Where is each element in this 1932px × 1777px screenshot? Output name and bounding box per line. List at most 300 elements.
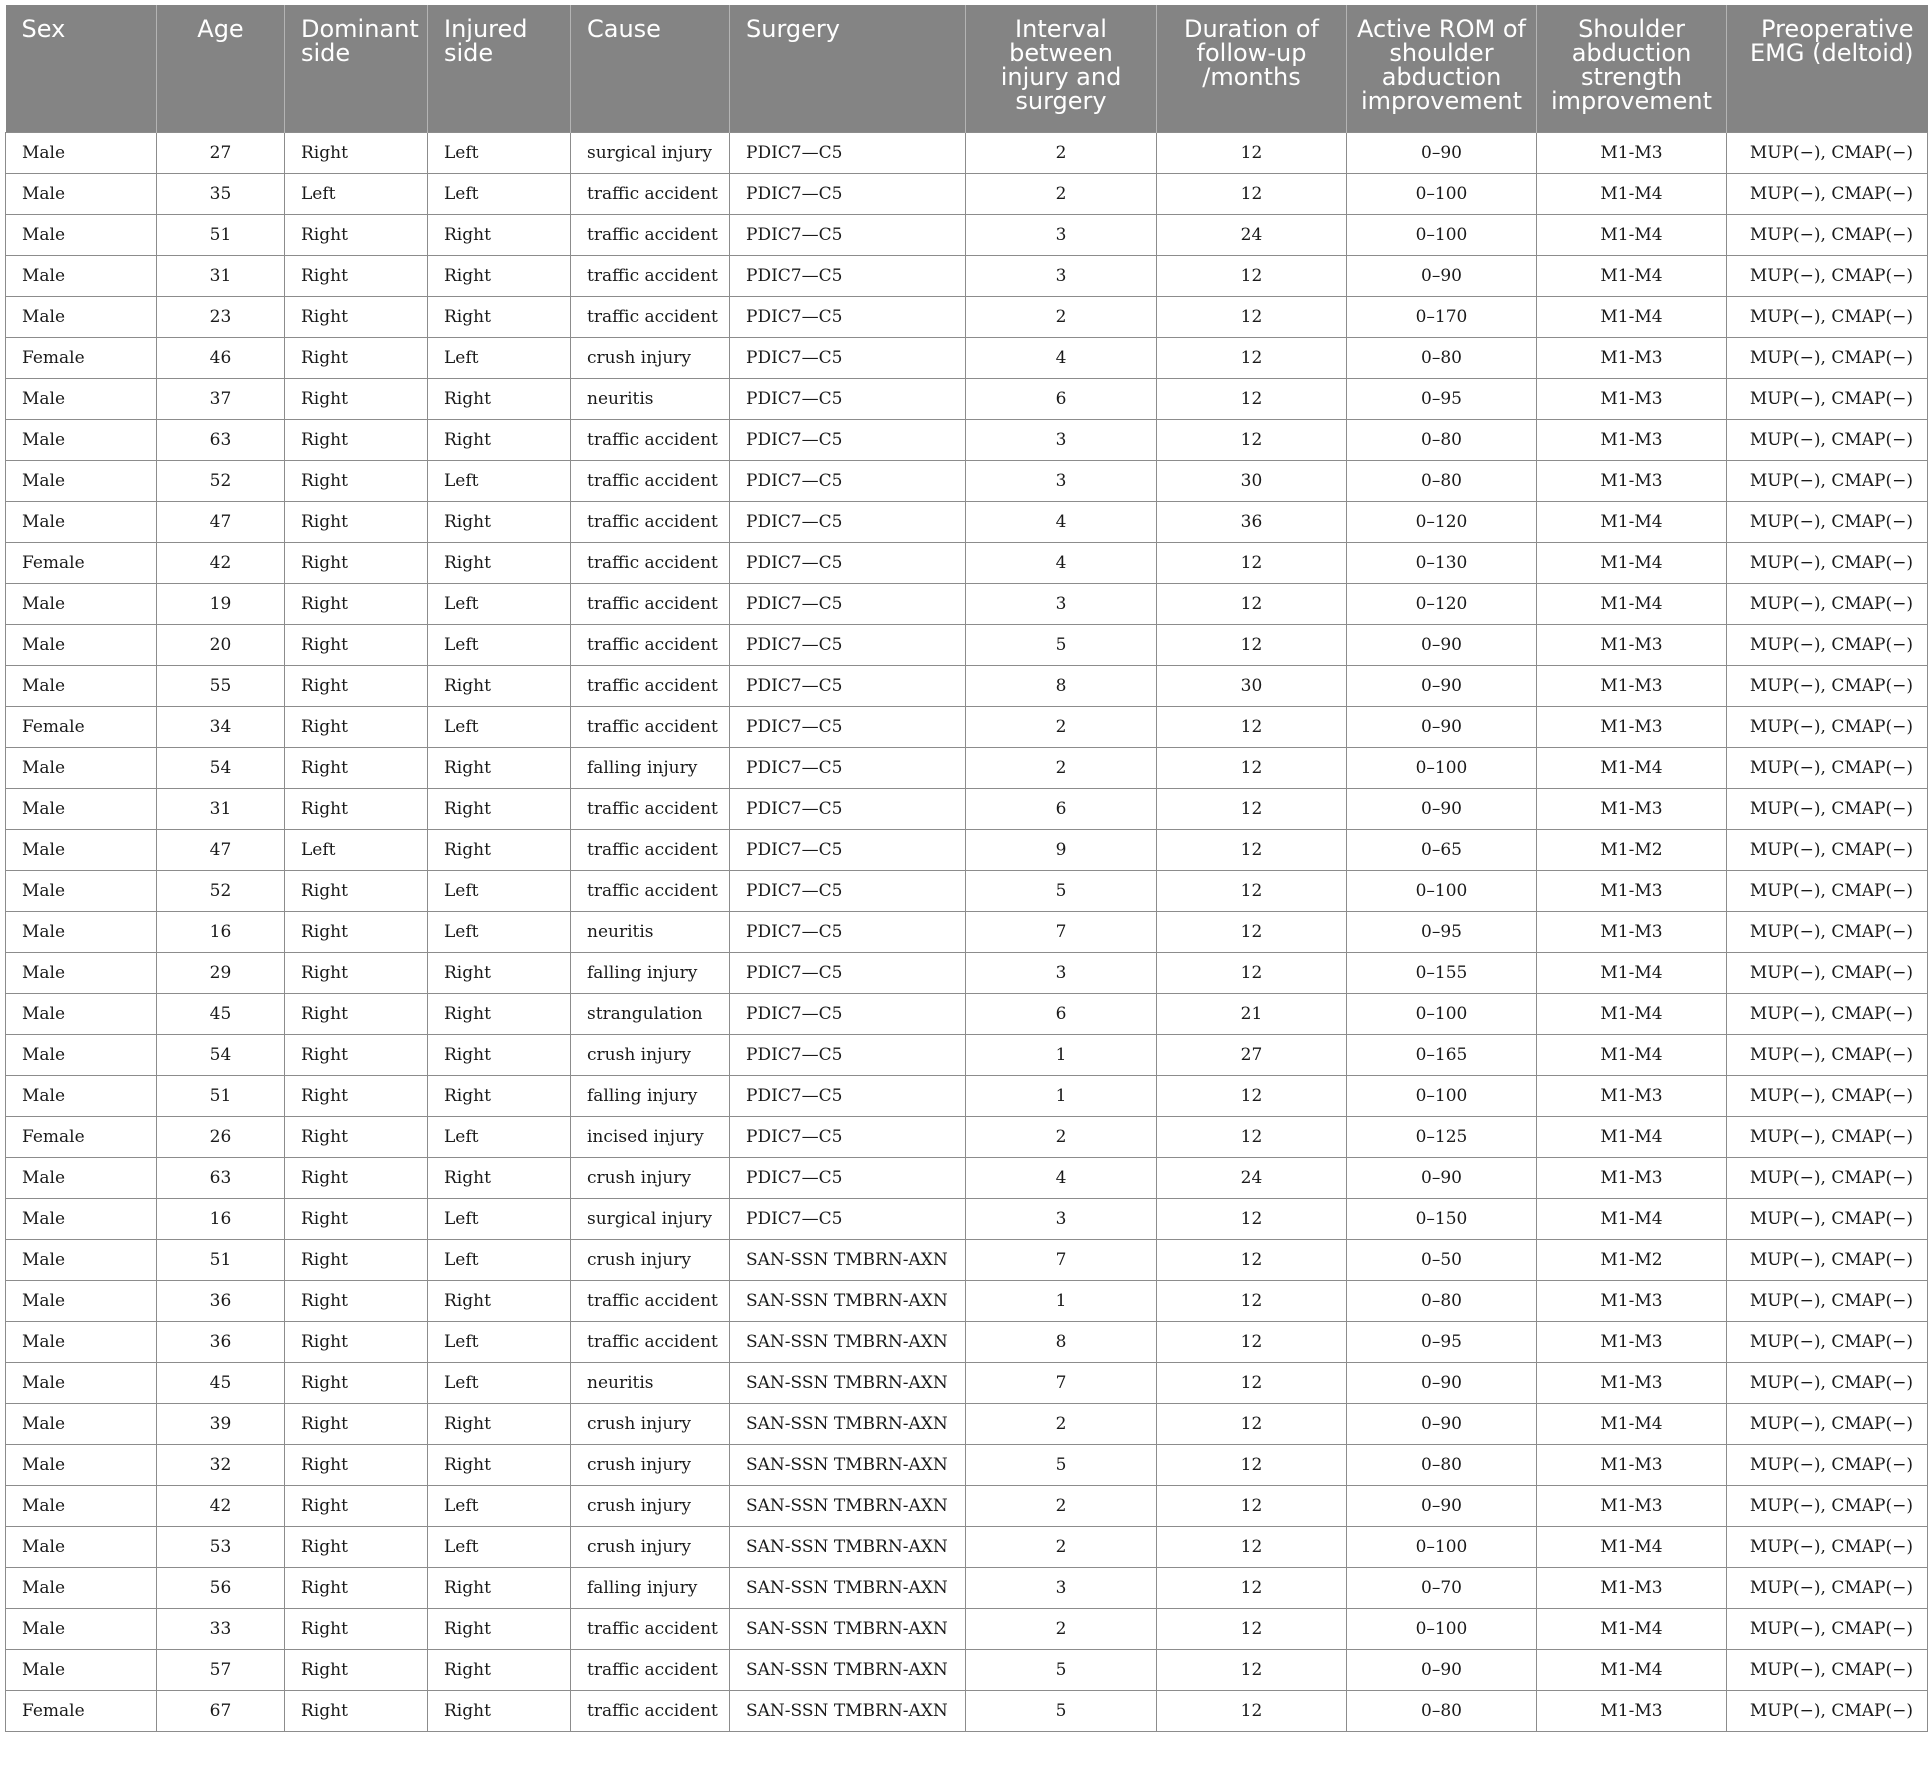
cell-dominant-side: Right	[285, 133, 428, 174]
cell-dominant-side: Right	[285, 1445, 428, 1486]
cell-strength: M1-M3	[1537, 871, 1727, 912]
cell-dominant-side: Right	[285, 666, 428, 707]
cell-sex: Male	[6, 174, 157, 215]
cell-follow-up: 12	[1157, 338, 1347, 379]
cell-follow-up: 12	[1157, 1691, 1347, 1732]
header-surgery: Surgery	[730, 5, 966, 133]
header-cause: Cause	[571, 5, 730, 133]
cell-cause: traffic accident	[571, 707, 730, 748]
cell-follow-up: 12	[1157, 1404, 1347, 1445]
header-dominant-side: Dominant side	[285, 5, 428, 133]
cell-cause: falling injury	[571, 1076, 730, 1117]
cell-surgery: PDIC7—C5	[730, 707, 966, 748]
cell-dominant-side: Right	[285, 789, 428, 830]
cell-emg: MUP(−), CMAP(−)	[1727, 1609, 1928, 1650]
cell-active-rom: 0–90	[1347, 666, 1537, 707]
cell-follow-up: 30	[1157, 666, 1347, 707]
cell-surgery: SAN-SSN TMBRN-AXN	[730, 1404, 966, 1445]
cell-emg: MUP(−), CMAP(−)	[1727, 912, 1928, 953]
cell-age: 53	[157, 1527, 285, 1568]
table-row	[6, 1650, 1928, 1691]
cell-strength: M1-M4	[1537, 1404, 1727, 1445]
cell-cause: traffic accident	[571, 1691, 730, 1732]
cell-interval: 7	[966, 912, 1157, 953]
cell-cause: traffic accident	[571, 256, 730, 297]
cell-strength: M1-M4	[1537, 543, 1727, 584]
cell-follow-up: 24	[1157, 1158, 1347, 1199]
table-row	[6, 953, 1928, 994]
cell-sex: Male	[6, 420, 157, 461]
cell-emg: MUP(−), CMAP(−)	[1727, 543, 1928, 584]
cell-cause: crush injury	[571, 1035, 730, 1076]
cell-strength: M1-M3	[1537, 625, 1727, 666]
cell-emg: MUP(−), CMAP(−)	[1727, 1691, 1928, 1732]
cell-sex: Male	[6, 625, 157, 666]
cell-sex: Male	[6, 994, 157, 1035]
cell-surgery: PDIC7—C5	[730, 748, 966, 789]
cell-active-rom: 0–90	[1347, 1650, 1537, 1691]
cell-sex: Female	[6, 707, 157, 748]
cell-follow-up: 12	[1157, 1117, 1347, 1158]
cell-dominant-side: Right	[285, 1199, 428, 1240]
cell-follow-up: 12	[1157, 420, 1347, 461]
cell-strength: M1-M3	[1537, 1691, 1727, 1732]
table-row	[6, 1527, 1928, 1568]
cell-interval: 3	[966, 584, 1157, 625]
cell-injured-side: Right	[428, 1609, 571, 1650]
cell-emg: MUP(−), CMAP(−)	[1727, 1486, 1928, 1527]
cell-sex: Male	[6, 1199, 157, 1240]
cell-emg: MUP(−), CMAP(−)	[1727, 1568, 1928, 1609]
cell-emg: MUP(−), CMAP(−)	[1727, 994, 1928, 1035]
cell-sex: Male	[6, 1076, 157, 1117]
cell-sex: Male	[6, 1527, 157, 1568]
cell-injured-side: Left	[428, 584, 571, 625]
cell-active-rom: 0–80	[1347, 1445, 1537, 1486]
cell-age: 16	[157, 912, 285, 953]
cell-dominant-side: Right	[285, 1404, 428, 1445]
cell-cause: traffic accident	[571, 1609, 730, 1650]
cell-interval: 2	[966, 1609, 1157, 1650]
cell-follow-up: 36	[1157, 502, 1347, 543]
cell-cause: crush injury	[571, 1486, 730, 1527]
cell-interval: 1	[966, 1035, 1157, 1076]
cell-follow-up: 12	[1157, 789, 1347, 830]
cell-surgery: PDIC7—C5	[730, 379, 966, 420]
cell-active-rom: 0–100	[1347, 1076, 1537, 1117]
cell-follow-up: 12	[1157, 1527, 1347, 1568]
cell-active-rom: 0–90	[1347, 707, 1537, 748]
table-row	[6, 1445, 1928, 1486]
cell-injured-side: Left	[428, 133, 571, 174]
cell-surgery: PDIC7—C5	[730, 215, 966, 256]
header-strength: Shoulder abduction strength improvement	[1537, 5, 1727, 133]
cell-follow-up: 12	[1157, 1609, 1347, 1650]
cell-dominant-side: Right	[285, 338, 428, 379]
header-sex: Sex	[6, 5, 157, 133]
cell-surgery: PDIC7—C5	[730, 666, 966, 707]
cell-sex: Male	[6, 215, 157, 256]
cell-surgery: SAN-SSN TMBRN-AXN	[730, 1650, 966, 1691]
cell-age: 55	[157, 666, 285, 707]
cell-sex: Male	[6, 1035, 157, 1076]
cell-sex: Male	[6, 666, 157, 707]
cell-interval: 3	[966, 1199, 1157, 1240]
cell-emg: MUP(−), CMAP(−)	[1727, 666, 1928, 707]
cell-surgery: PDIC7—C5	[730, 953, 966, 994]
cell-follow-up: 12	[1157, 297, 1347, 338]
cell-strength: M1-M3	[1537, 1076, 1727, 1117]
cell-follow-up: 12	[1157, 543, 1347, 584]
cell-dominant-side: Right	[285, 1363, 428, 1404]
cell-age: 36	[157, 1322, 285, 1363]
cell-injured-side: Right	[428, 1691, 571, 1732]
cell-age: 57	[157, 1650, 285, 1691]
cell-dominant-side: Right	[285, 994, 428, 1035]
cell-sex: Male	[6, 789, 157, 830]
cell-emg: MUP(−), CMAP(−)	[1727, 1363, 1928, 1404]
cell-age: 27	[157, 133, 285, 174]
cell-follow-up: 12	[1157, 1445, 1347, 1486]
cell-sex: Male	[6, 1650, 157, 1691]
cell-age: 51	[157, 1240, 285, 1281]
cell-cause: crush injury	[571, 1240, 730, 1281]
cell-dominant-side: Right	[285, 1281, 428, 1322]
cell-age: 52	[157, 461, 285, 502]
cell-follow-up: 12	[1157, 1363, 1347, 1404]
cell-interval: 3	[966, 420, 1157, 461]
cell-age: 45	[157, 994, 285, 1035]
cell-follow-up: 12	[1157, 1240, 1347, 1281]
cell-cause: traffic accident	[571, 174, 730, 215]
cell-sex: Male	[6, 1568, 157, 1609]
cell-interval: 5	[966, 1650, 1157, 1691]
cell-strength: M1-M4	[1537, 1117, 1727, 1158]
cell-active-rom: 0–80	[1347, 420, 1537, 461]
cell-cause: traffic accident	[571, 666, 730, 707]
table-row	[6, 1609, 1928, 1650]
cell-follow-up: 12	[1157, 584, 1347, 625]
cell-age: 31	[157, 789, 285, 830]
cell-surgery: PDIC7—C5	[730, 461, 966, 502]
cell-strength: M1-M3	[1537, 420, 1727, 461]
cell-injured-side: Left	[428, 461, 571, 502]
cell-follow-up: 12	[1157, 1650, 1347, 1691]
cell-injured-side: Right	[428, 1158, 571, 1199]
cell-sex: Male	[6, 1281, 157, 1322]
cell-injured-side: Right	[428, 666, 571, 707]
table-row	[6, 256, 1928, 297]
cell-injured-side: Left	[428, 871, 571, 912]
cell-surgery: PDIC7—C5	[730, 994, 966, 1035]
cell-sex: Male	[6, 1240, 157, 1281]
cell-follow-up: 12	[1157, 625, 1347, 666]
table-body	[6, 133, 1928, 1732]
cell-age: 47	[157, 830, 285, 871]
table-row	[6, 994, 1928, 1035]
cell-emg: MUP(−), CMAP(−)	[1727, 1445, 1928, 1486]
table-row	[6, 379, 1928, 420]
cell-surgery: SAN-SSN TMBRN-AXN	[730, 1363, 966, 1404]
cell-injured-side: Left	[428, 1527, 571, 1568]
cell-injured-side: Right	[428, 1445, 571, 1486]
cell-sex: Male	[6, 1322, 157, 1363]
cell-cause: traffic accident	[571, 1650, 730, 1691]
table-row	[6, 1158, 1928, 1199]
cell-follow-up: 12	[1157, 707, 1347, 748]
cell-active-rom: 0–50	[1347, 1240, 1537, 1281]
table-row	[6, 502, 1928, 543]
cell-interval: 2	[966, 1117, 1157, 1158]
cell-age: 54	[157, 748, 285, 789]
cell-surgery: PDIC7—C5	[730, 420, 966, 461]
cell-sex: Male	[6, 953, 157, 994]
cell-cause: neuritis	[571, 1363, 730, 1404]
cell-cause: traffic accident	[571, 1281, 730, 1322]
cell-dominant-side: Right	[285, 379, 428, 420]
cell-active-rom: 0–90	[1347, 1486, 1537, 1527]
table-row	[6, 789, 1928, 830]
cell-follow-up: 12	[1157, 256, 1347, 297]
table-row	[6, 871, 1928, 912]
table-row	[6, 1568, 1928, 1609]
cell-injured-side: Right	[428, 789, 571, 830]
header-injured-side: Injured side	[428, 5, 571, 133]
cell-strength: M1-M3	[1537, 912, 1727, 953]
table-row	[6, 338, 1928, 379]
cell-strength: M1-M3	[1537, 1445, 1727, 1486]
cell-follow-up: 12	[1157, 953, 1347, 994]
cell-emg: MUP(−), CMAP(−)	[1727, 707, 1928, 748]
table-row	[6, 1363, 1928, 1404]
table-row	[6, 543, 1928, 584]
cell-active-rom: 0–95	[1347, 379, 1537, 420]
cell-emg: MUP(−), CMAP(−)	[1727, 1076, 1928, 1117]
cell-dominant-side: Right	[285, 1609, 428, 1650]
cell-cause: crush injury	[571, 1404, 730, 1445]
cell-strength: M1-M3	[1537, 666, 1727, 707]
cell-strength: M1-M4	[1537, 1199, 1727, 1240]
cell-dominant-side: Right	[285, 912, 428, 953]
cell-age: 46	[157, 338, 285, 379]
cell-age: 47	[157, 502, 285, 543]
cell-age: 42	[157, 1486, 285, 1527]
cell-strength: M1-M3	[1537, 1281, 1727, 1322]
cell-injured-side: Right	[428, 1035, 571, 1076]
cell-injured-side: Right	[428, 1404, 571, 1445]
cell-follow-up: 12	[1157, 1322, 1347, 1363]
table-row	[6, 297, 1928, 338]
cell-surgery: PDIC7—C5	[730, 584, 966, 625]
cell-strength: M1-M4	[1537, 215, 1727, 256]
cell-dominant-side: Right	[285, 1240, 428, 1281]
table-row	[6, 1486, 1928, 1527]
cell-interval: 3	[966, 1568, 1157, 1609]
cell-interval: 2	[966, 133, 1157, 174]
cell-age: 23	[157, 297, 285, 338]
cell-cause: traffic accident	[571, 420, 730, 461]
cell-dominant-side: Right	[285, 1527, 428, 1568]
cell-cause: falling injury	[571, 748, 730, 789]
cell-dominant-side: Right	[285, 1568, 428, 1609]
cell-age: 33	[157, 1609, 285, 1650]
cell-interval: 5	[966, 871, 1157, 912]
cell-strength: M1-M4	[1537, 748, 1727, 789]
cell-sex: Male	[6, 1445, 157, 1486]
cell-surgery: PDIC7—C5	[730, 1035, 966, 1076]
cell-active-rom: 0–120	[1347, 584, 1537, 625]
cell-sex: Male	[6, 1486, 157, 1527]
cell-surgery: PDIC7—C5	[730, 502, 966, 543]
table-row	[6, 625, 1928, 666]
cell-cause: traffic accident	[571, 584, 730, 625]
cell-injured-side: Left	[428, 1199, 571, 1240]
cell-cause: crush injury	[571, 1158, 730, 1199]
cell-strength: M1-M4	[1537, 1609, 1727, 1650]
cell-active-rom: 0–100	[1347, 871, 1537, 912]
cell-cause: crush injury	[571, 338, 730, 379]
cell-age: 67	[157, 1691, 285, 1732]
cell-injured-side: Right	[428, 1568, 571, 1609]
cell-interval: 6	[966, 994, 1157, 1035]
cell-dominant-side: Right	[285, 953, 428, 994]
cell-sex: Male	[6, 256, 157, 297]
cell-emg: MUP(−), CMAP(−)	[1727, 1650, 1928, 1691]
cell-sex: Male	[6, 461, 157, 502]
cell-age: 42	[157, 543, 285, 584]
cell-follow-up: 12	[1157, 1281, 1347, 1322]
cell-strength: M1-M3	[1537, 1158, 1727, 1199]
cell-dominant-side: Left	[285, 174, 428, 215]
cell-injured-side: Right	[428, 1281, 571, 1322]
cell-surgery: SAN-SSN TMBRN-AXN	[730, 1281, 966, 1322]
cell-dominant-side: Right	[285, 1117, 428, 1158]
cell-sex: Female	[6, 543, 157, 584]
cell-injured-side: Left	[428, 1363, 571, 1404]
cell-surgery: PDIC7—C5	[730, 1199, 966, 1240]
cell-strength: M1-M4	[1537, 297, 1727, 338]
cell-age: 20	[157, 625, 285, 666]
cell-active-rom: 0–70	[1347, 1568, 1537, 1609]
cell-surgery: SAN-SSN TMBRN-AXN	[730, 1527, 966, 1568]
table-row	[6, 1076, 1928, 1117]
cell-active-rom: 0–170	[1347, 297, 1537, 338]
cell-age: 34	[157, 707, 285, 748]
cell-follow-up: 12	[1157, 748, 1347, 789]
cell-cause: neuritis	[571, 379, 730, 420]
table-row	[6, 584, 1928, 625]
cell-sex: Male	[6, 1363, 157, 1404]
cell-emg: MUP(−), CMAP(−)	[1727, 625, 1928, 666]
cell-sex: Female	[6, 338, 157, 379]
cell-surgery: SAN-SSN TMBRN-AXN	[730, 1486, 966, 1527]
cell-strength: M1-M3	[1537, 1363, 1727, 1404]
cell-active-rom: 0–80	[1347, 461, 1537, 502]
cell-cause: falling injury	[571, 1568, 730, 1609]
cell-age: 39	[157, 1404, 285, 1445]
cell-active-rom: 0–100	[1347, 1527, 1537, 1568]
cell-cause: traffic accident	[571, 502, 730, 543]
cell-surgery: PDIC7—C5	[730, 297, 966, 338]
header-row	[6, 5, 1928, 133]
cell-dominant-side: Right	[285, 707, 428, 748]
cell-dominant-side: Right	[285, 256, 428, 297]
cell-cause: traffic accident	[571, 297, 730, 338]
cell-age: 19	[157, 584, 285, 625]
cell-surgery: PDIC7—C5	[730, 830, 966, 871]
cell-age: 16	[157, 1199, 285, 1240]
cell-strength: M1-M3	[1537, 1322, 1727, 1363]
cell-emg: MUP(−), CMAP(−)	[1727, 420, 1928, 461]
cell-strength: M1-M4	[1537, 1527, 1727, 1568]
cell-follow-up: 12	[1157, 912, 1347, 953]
cell-injured-side: Left	[428, 1117, 571, 1158]
cell-emg: MUP(−), CMAP(−)	[1727, 1527, 1928, 1568]
cell-strength: M1-M3	[1537, 1486, 1727, 1527]
cell-strength: M1-M3	[1537, 133, 1727, 174]
cell-sex: Male	[6, 133, 157, 174]
cell-follow-up: 24	[1157, 215, 1347, 256]
cell-emg: MUP(−), CMAP(−)	[1727, 1158, 1928, 1199]
cell-interval: 3	[966, 953, 1157, 994]
cell-active-rom: 0–65	[1347, 830, 1537, 871]
cell-interval: 7	[966, 1363, 1157, 1404]
cell-emg: MUP(−), CMAP(−)	[1727, 1035, 1928, 1076]
cell-surgery: PDIC7—C5	[730, 1158, 966, 1199]
cell-active-rom: 0–90	[1347, 133, 1537, 174]
table-row	[6, 830, 1928, 871]
cell-age: 29	[157, 953, 285, 994]
cell-interval: 4	[966, 1158, 1157, 1199]
table-row	[6, 912, 1928, 953]
cell-emg: MUP(−), CMAP(−)	[1727, 379, 1928, 420]
cell-emg: MUP(−), CMAP(−)	[1727, 871, 1928, 912]
cell-cause: crush injury	[571, 1445, 730, 1486]
cell-cause: surgical injury	[571, 1199, 730, 1240]
cell-interval: 2	[966, 707, 1157, 748]
cell-age: 51	[157, 215, 285, 256]
cell-interval: 4	[966, 502, 1157, 543]
cell-follow-up: 12	[1157, 1568, 1347, 1609]
cell-cause: crush injury	[571, 1527, 730, 1568]
cell-injured-side: Left	[428, 338, 571, 379]
cell-interval: 3	[966, 461, 1157, 502]
cell-emg: MUP(−), CMAP(−)	[1727, 1199, 1928, 1240]
cell-emg: MUP(−), CMAP(−)	[1727, 748, 1928, 789]
cell-cause: traffic accident	[571, 830, 730, 871]
cell-active-rom: 0–100	[1347, 174, 1537, 215]
cell-injured-side: Right	[428, 379, 571, 420]
cell-cause: traffic accident	[571, 1322, 730, 1363]
cell-age: 35	[157, 174, 285, 215]
cell-dominant-side: Right	[285, 625, 428, 666]
cell-follow-up: 12	[1157, 174, 1347, 215]
cell-cause: traffic accident	[571, 625, 730, 666]
cell-injured-side: Left	[428, 912, 571, 953]
cell-emg: MUP(−), CMAP(−)	[1727, 830, 1928, 871]
table-row	[6, 707, 1928, 748]
cell-active-rom: 0–165	[1347, 1035, 1537, 1076]
cell-active-rom: 0–150	[1347, 1199, 1537, 1240]
cell-age: 31	[157, 256, 285, 297]
cell-active-rom: 0–90	[1347, 625, 1537, 666]
cell-injured-side: Right	[428, 256, 571, 297]
cell-active-rom: 0–80	[1347, 1281, 1537, 1322]
cell-emg: MUP(−), CMAP(−)	[1727, 133, 1928, 174]
cell-injured-side: Right	[428, 994, 571, 1035]
cell-active-rom: 0–155	[1347, 953, 1537, 994]
cell-active-rom: 0–90	[1347, 256, 1537, 297]
